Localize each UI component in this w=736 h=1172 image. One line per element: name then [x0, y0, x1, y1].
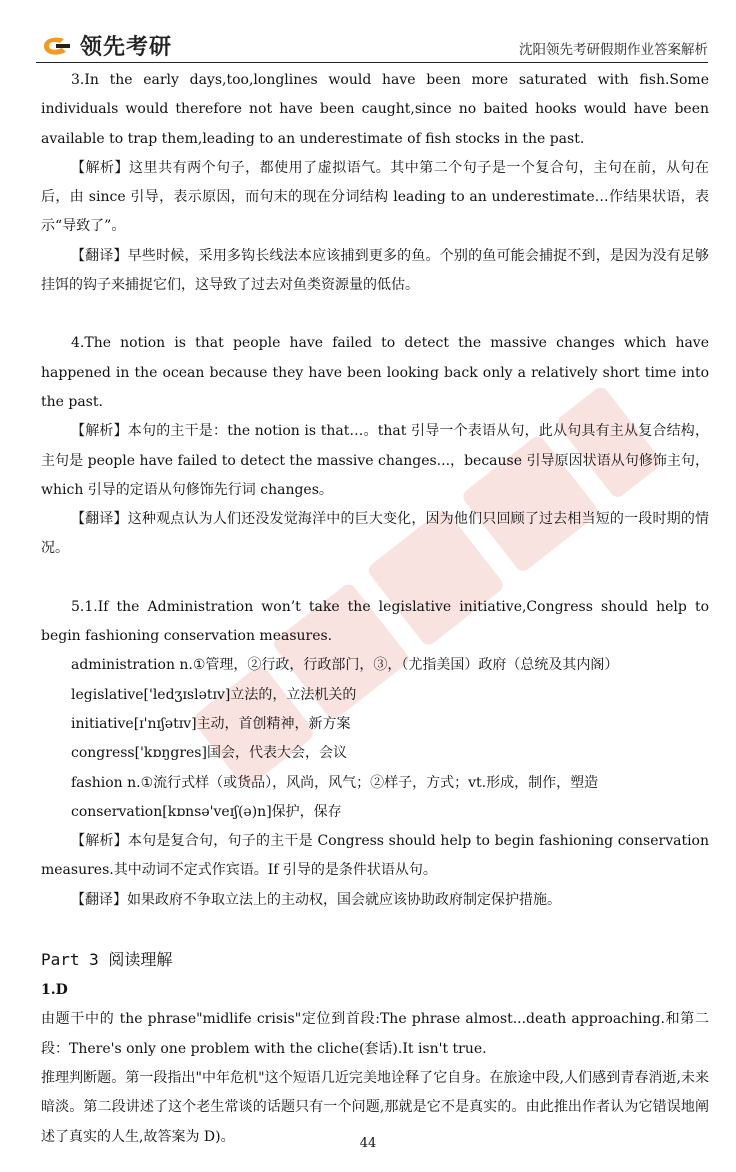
logo: [40, 30, 172, 61]
q4-sentence: 4.The notion is that people have failed to detect the massive changes which have happened in the ocean because they have been looking back only a relatively short time into the past.: [41, 335, 709, 410]
vocab-item: administration n.①管理，②行政，行政部门，③，（尤指美国）政府（总统及其内阁）: [71, 657, 619, 674]
q5-sentence: 5.1.If the Administration won’t take the legislative initiative,Congress should help to begin fashioning conservation measures.: [41, 598, 709, 645]
vocab-item: congress['kɒŋgres]国会，代表大会，会议: [71, 745, 347, 762]
logo-mark-icon: [40, 34, 74, 58]
vocab-item: fashion n.①流行式样（或货品），风尚，风气；②样子，方式；vt.形成，制作，塑造: [71, 774, 599, 791]
q4-translation: 【翻译】这种观点认为人们还没发觉海洋中的巨大变化，因为他们只回顾了过去相当短的一段时期的情况。: [41, 511, 709, 557]
q3-analysis: 【解析】这里共有两个句子，都使用了虚拟语气。其中第二个句子是一个复合句，主句在前，从句在后，由 since 引导，表示原因，而句末的现在分词结构 leading to an underestimate…作结果状语，表示“导致了”。: [41, 159, 709, 235]
vocab-item: legislative['ledʒɪslətɪv]立法的，立法机关的: [71, 686, 357, 703]
page-content: [41, 66, 709, 1152]
answer-label: 1.D: [41, 982, 68, 999]
q4-analysis: 【解析】本句的主干是：the notion is that…。that 引导一个表语从句，此从句具有主从复合结构，主句是 people have failed to detect the massive changes...，because 引导原因状语从句修饰主句，which 引导的定语从句修饰先行词 changes。: [41, 423, 709, 498]
q3-sentence: 3.In the early days,too,longlines would have been more saturated with fish.Some individuals would therefore not have been caught,since no baited hooks would have been available to trap them,leading to an underestimate of fish stocks in the past.: [41, 72, 709, 147]
vocab-item: initiative[ɪ'nɪʃətɪv]主动，首创精神，新方案: [71, 715, 351, 732]
page-header: [36, 28, 708, 63]
header-title: 沈阳领先考研假期作业答案解析: [519, 42, 708, 58]
page-number: 44: [359, 1136, 377, 1151]
section-title: Part 3 阅读理解: [41, 950, 173, 970]
locate-text: 由题干中的 the phrase"midlife crisis"定位到首段:The phrase almost...death approaching.和第二段：There's only one problem with the cliche(套话).It isn't true.: [41, 1011, 709, 1057]
logo-text: 领先考研: [80, 35, 173, 60]
q3-translation: 【翻译】早些时候，采用多钩长线法本应该捕到更多的鱼。个别的鱼可能会捕捉不到，是因为没有足够挂饵的钩子来捕捉它们，这导致了过去对鱼类资源量的低估。: [41, 247, 709, 294]
q5-translation: 【翻译】如果政府不争取立法上的主动权，国会就应该协助政府制定保护措施。: [71, 891, 561, 908]
vocab-item: conservation[kɒnsə'veɪʃ(ə)n]保护，保存: [71, 803, 342, 820]
reasoning-text: 推理判断题。第一段指出"中年危机"这个短语几近完美地诠释了它自身。在旅途中段,人们感到青春消逝,未来暗淡。第二段讲述了这个老生常谈的话题只有一个问题,那就是它不是真实的。由此推出作者认为它错误地阐述了真实的人生,故答案为 D)。: [41, 1069, 709, 1145]
q5-analysis: 【解析】本句是复合句，句子的主干是 Congress should help to begin fashioning conservation measures.其中动词不定式作宾语。If 引导的是条件状语从句。: [41, 833, 709, 879]
